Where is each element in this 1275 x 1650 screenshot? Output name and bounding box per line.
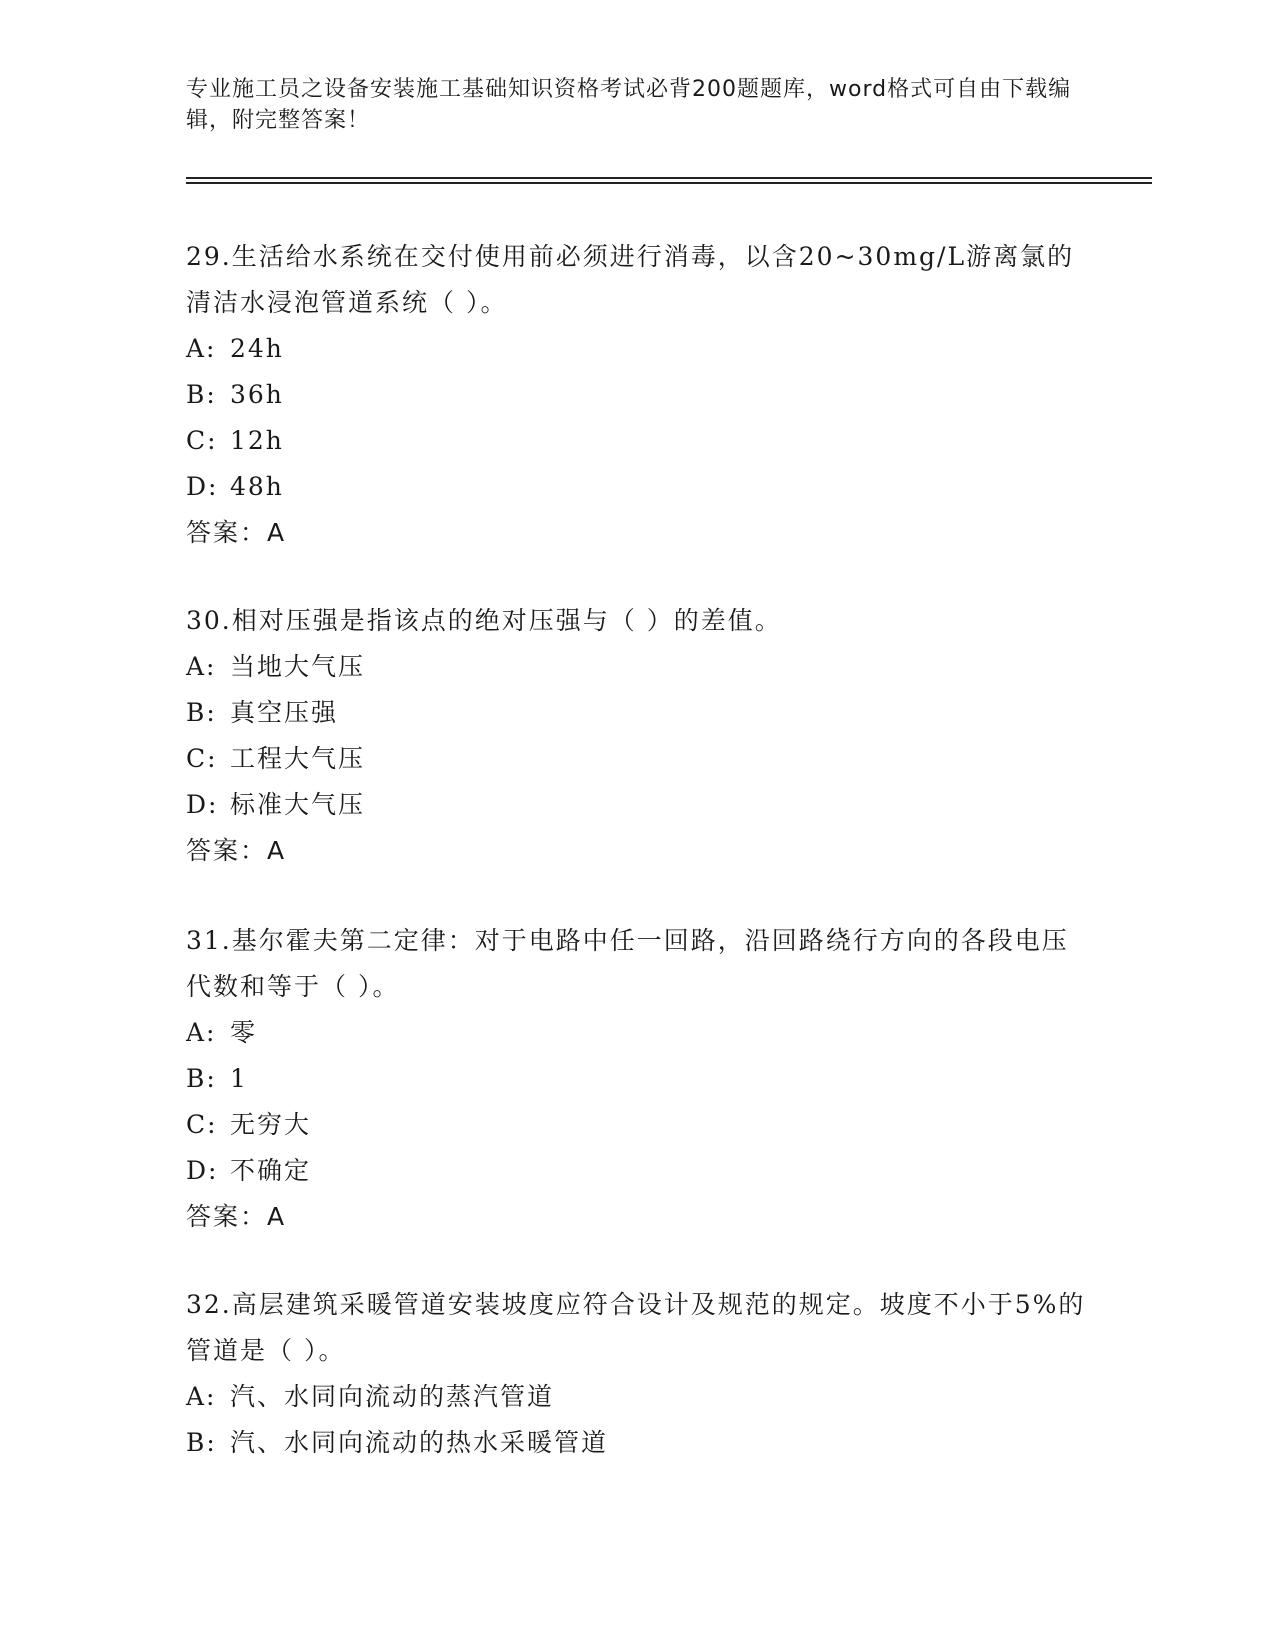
- option-text: 工程大气压: [230, 744, 366, 773]
- option-text: 真空压强: [230, 698, 339, 727]
- option-letter: B:: [186, 380, 217, 409]
- header-divider-bottom: [186, 182, 1152, 184]
- option-b: [186, 690, 1086, 736]
- option-text: 标准大气压: [230, 790, 366, 819]
- answer-line: 答案：A: [186, 836, 287, 865]
- option-a: [186, 644, 1086, 690]
- option-text: 36h: [230, 380, 284, 409]
- answer-line: 答案：A: [186, 518, 287, 547]
- option-letter: D:: [186, 472, 219, 501]
- option-letter: A:: [186, 652, 217, 681]
- option-text: 12h: [230, 426, 284, 455]
- option-letter: A:: [186, 1382, 217, 1411]
- option-b: [186, 1420, 1086, 1466]
- option-letter: D:: [186, 1156, 219, 1185]
- option-a: [186, 1010, 1086, 1056]
- option-b: [186, 1056, 1086, 1102]
- option-b: [186, 372, 1086, 418]
- option-d: [186, 782, 1086, 828]
- option-a: [186, 326, 1086, 372]
- option-d: [186, 1148, 1086, 1194]
- question-stem: 31.基尔霍夫第二定律：对于电路中任一回路，沿回路绕行方向的各段电压代数和等于（ ）。: [186, 926, 1069, 1001]
- answer-line: 答案：A: [186, 1202, 287, 1231]
- option-d: [186, 464, 1086, 510]
- option-letter: B:: [186, 1428, 217, 1457]
- option-letter: C:: [186, 1110, 218, 1139]
- option-c: [186, 736, 1086, 782]
- option-c: [186, 1102, 1086, 1148]
- document-header: 专业施工员之设备安装施工基础知识资格考试必背200题题库，word格式可自由下载编辑，附完整答案！: [186, 77, 1072, 133]
- question-30: [186, 598, 1086, 874]
- question-29: [186, 234, 1086, 556]
- question-stem: 30.相对压强是指该点的绝对压强与（ ）的差值。: [186, 606, 782, 635]
- option-letter: C:: [186, 744, 218, 773]
- question-32: [186, 1282, 1086, 1466]
- option-letter: A:: [186, 334, 217, 363]
- option-a: [186, 1374, 1086, 1420]
- option-text: 零: [230, 1018, 258, 1047]
- option-text: 无穷大: [230, 1110, 312, 1139]
- question-stem: 29.生活给水系统在交付使用前必须进行消毒，以含20~30mg/L游离氯的清洁水浸泡管道系统（ ）。: [186, 242, 1075, 317]
- option-text: 当地大气压: [230, 652, 366, 681]
- option-text: 汽、水同向流动的蒸汽管道: [230, 1382, 555, 1411]
- option-text: 24h: [230, 334, 284, 363]
- option-text: 不确定: [230, 1156, 312, 1185]
- header-divider-top: [186, 177, 1152, 179]
- question-stem: 32.高层建筑采暖管道安装坡度应符合设计及规范的规定。坡度不小于5%的管道是（ ）。: [186, 1290, 1086, 1365]
- option-letter: B:: [186, 698, 217, 727]
- option-c: [186, 418, 1086, 464]
- question-31: [186, 918, 1086, 1240]
- option-text: 汽、水同向流动的热水采暖管道: [230, 1428, 609, 1457]
- option-letter: C:: [186, 426, 218, 455]
- option-letter: B:: [186, 1064, 217, 1093]
- option-letter: D:: [186, 790, 219, 819]
- option-text: 48h: [230, 472, 284, 501]
- option-text: 1: [230, 1064, 248, 1093]
- option-letter: A:: [186, 1018, 217, 1047]
